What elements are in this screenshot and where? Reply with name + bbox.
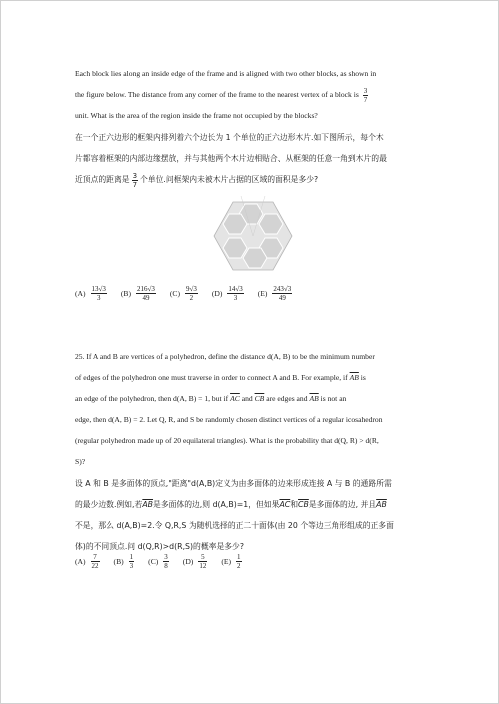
p24-en-line2: the figure below. The distance from any corner of the frame to the nearest vertex of a block is $\frac{3}{7}$ xyxy=(75,86,368,104)
p25-en-line5: (regular polyhedron made up of 20 equilateral triangles). What is the probability that d(Q, R) > d(R, xyxy=(75,436,379,445)
p24-choice-e[interactable]: (E) $\frac{243√3}{49}$ xyxy=(257,285,292,302)
hexagon-frame-figure xyxy=(213,196,293,276)
p24-zh-line3: 近顶点的距离是 $\frac{3}{7}$ 个单位.问框架内未被木片占据的区域的面积是多少? xyxy=(75,171,319,189)
p25-choice-e[interactable]: (E) $\frac{1}{2}$ xyxy=(221,553,241,570)
p24-chinese xyxy=(75,127,427,190)
p24-zh-line2: 片都容着框架的内部边缘摆放，并与其他两个木片边相贴合、从框架的任意一角到木片的最 xyxy=(75,154,387,163)
p25-en-line3: an edge of the polyhedron, then d(A, B) = 1, but if $\overline{AC}$ and $\overline{CB}$ are edges and $\overline{AB}$ is not an xyxy=(75,394,347,403)
p25-choice-c[interactable]: (C) $\frac{3}{8}$ xyxy=(148,553,168,570)
p25-choice-a[interactable]: (A) $\frac{7}{22}$ xyxy=(75,553,99,570)
p25-zh-line1: 设 A 和 B 是多面体的顶点,"距离"d(A,B)定义为由多面体的边来形成连接 A 与 B 的通路所需 xyxy=(75,479,392,488)
p24-fraction: $\frac{3}{7}$ xyxy=(363,86,368,104)
p24-choice-c[interactable]: (C) $\frac{9√3}{2}$ xyxy=(169,285,197,302)
p25-zh-line2: 的最少边数.例如,若$\overline{AB}$是多面体的边,则 d(A,B)=1，但如果$\overline{AC}$和$\overline{CB}$是多面体的边, 并且$\overline{AB}$ xyxy=(75,500,387,509)
p24-zh-line1: 在一个正六边形的框架内排列着六个边长为 1 个单位的正六边形木片.如下图所示，每个木 xyxy=(75,133,384,142)
p25-en-line4: edge, then d(A, B) = 2. Let Q, R, and S be randomly chosen distinct vertices of a regular icosahedron xyxy=(75,415,383,424)
p25-chinese xyxy=(75,473,427,557)
p25-english xyxy=(75,346,427,472)
p25-choices xyxy=(75,553,435,570)
p24-choice-d[interactable]: (D) $\frac{14√3}{3}$ xyxy=(211,285,243,302)
p25-choice-d[interactable]: (D) $\frac{5}{12}$ xyxy=(182,553,207,570)
p24-en-line1: Each block lies along an inside edge of the frame and is aligned with two other blocks, as shown in xyxy=(75,69,377,78)
p25-choice-b[interactable]: (B) $\frac{1}{3}$ xyxy=(113,553,134,570)
p24-zh-fraction: $\frac{3}{7}$ xyxy=(132,171,138,189)
p25-zh-line3: 不是，那么 d(A,B)=2.令 Q,R,S 为随机选择的正二十面体(由 20 个等边三角形组成的正多面 xyxy=(75,521,394,530)
p25-en-line2: of edges of the polyhedron one must traverse in order to connect A and B. For example, if $\overline{AB}$ is xyxy=(75,373,366,382)
p25-zh-line4: 体)的不同顶点.问 d(Q,R)>d(R,S)的概率是多少? xyxy=(75,542,244,551)
p24-choices xyxy=(75,285,435,302)
p24-choice-b[interactable]: (B) $\frac{216√3}{49}$ xyxy=(120,285,155,302)
p24-choice-a[interactable]: (A) $\frac{13√3}{3}$ xyxy=(75,285,106,302)
p25-en-line6: S)? xyxy=(75,457,86,466)
p24-en-line3: unit. What is the area of the region inside the frame not occupied by the blocks? xyxy=(75,111,318,120)
p24-english xyxy=(75,63,427,126)
p25-en-line1: 25. If A and B are vertices of a polyhedron, define the distance d(A, B) to be the minimum number xyxy=(75,352,375,361)
